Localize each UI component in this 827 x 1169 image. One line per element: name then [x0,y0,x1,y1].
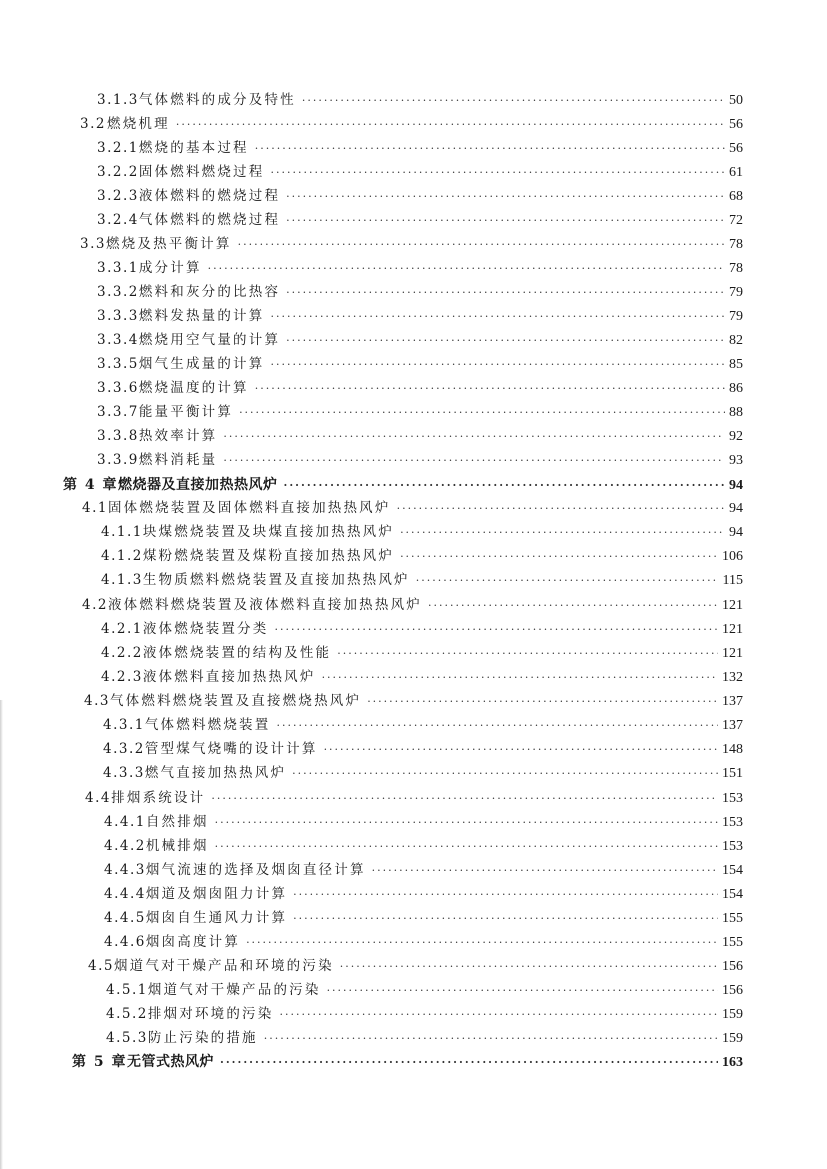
page-number: 137 [722,694,743,709]
section-title: 液体燃料的燃烧过程 [138,188,281,204]
page-number: 132 [722,670,743,685]
section-number: 3.3 [80,236,106,252]
page-number: 78 [729,237,743,252]
toc-entry-3-3-1[interactable] [97,259,743,277]
leader-dots [215,838,718,856]
toc-entry-4-3-1[interactable] [103,716,743,734]
page-number: 56 [729,141,743,156]
toc-entry-3-3-9[interactable] [97,451,743,469]
leader-dots [324,741,718,759]
page-number: 156 [722,959,743,974]
section-title: 烟气生成量的计算 [138,356,265,372]
section-number: 4.1.2 [101,548,143,564]
leader-dots [400,524,725,542]
leader-dots [292,765,718,783]
leader-dots [286,212,725,230]
toc-entry-4-1-2[interactable] [101,547,743,565]
leader-dots [293,886,718,904]
section-number: 4.3.1 [103,717,145,733]
page-number: 88 [729,405,743,420]
leader-dots [286,284,725,302]
page-number: 94 [729,525,743,540]
section-title: 烟道气对干燥产品和环境的污染 [113,958,334,974]
section-title: 热效率计算 [138,428,218,444]
section-number: 4.2.1 [101,621,143,637]
page-number: 86 [729,381,743,396]
section-title: 煤粉燃烧装置及煤粉直接加热热风炉 [142,548,395,564]
section-number: 4.1 [82,500,108,516]
section-number: 3.3.2 [97,284,139,300]
leader-dots [255,140,725,158]
leader-dots [302,92,725,110]
leader-dots [211,790,718,808]
section-title: 机械排烟 [145,838,209,854]
page-number: 153 [722,839,743,854]
leader-dots [176,116,723,134]
page-number: 72 [729,213,743,228]
section-number: 4.3.2 [103,741,145,757]
section-number: 4.2.2 [101,645,143,661]
section-title: 固体燃烧装置及固体燃料直接加热热风炉 [107,500,391,516]
section-title: 烟道气对干燥产品的污染 [147,982,321,998]
section-title: 燃气直接加热热风炉 [144,765,287,781]
leader-dots [400,548,718,566]
toc-entry-3-3-4[interactable] [97,331,743,349]
section-number: 3.2.3 [97,188,139,204]
section-number: 3.2.4 [97,212,139,228]
leader-dots [270,164,725,182]
leader-dots [340,958,718,976]
section-number: 4.5 [88,958,114,974]
section-number: 3.1.3 [97,92,139,108]
section-number: 3.2.1 [97,140,139,156]
section-title: 燃料发热量的计算 [138,308,265,324]
toc-entry-4-4-6[interactable] [104,933,743,951]
section-number: 4.5.2 [106,1006,148,1022]
toc-entry-4-4-2[interactable] [104,837,743,855]
toc-entry-3-2-2[interactable] [97,163,743,181]
toc-entry-3-3-2[interactable] [97,283,743,301]
section-title: 液体燃料直接加热热风炉 [142,669,316,685]
section-number: 3.2.2 [97,164,139,180]
leader-dots [372,862,718,880]
toc-entry-4-3-3[interactable] [103,764,743,782]
leader-dots [239,404,725,422]
leader-dots [286,332,725,350]
page-number: 121 [722,622,743,637]
section-title: 燃料和灰分的比热容 [138,284,281,300]
page-number: 94 [729,478,743,493]
toc-entry-3-2-3[interactable] [97,187,743,205]
section-title: 气体燃料燃烧装置及直接燃烧热风炉 [109,693,362,709]
section-number: 4.1.3 [101,572,143,588]
page-number: 151 [722,766,743,781]
toc-entry-3-3-8[interactable] [97,427,743,445]
page-number: 121 [722,646,743,661]
section-title: 固体燃料燃烧过程 [138,164,265,180]
leader-dots [223,428,724,446]
page-number: 78 [729,261,743,276]
section-number: 4.4.6 [104,934,146,950]
section-number: 3.2 [80,116,106,132]
toc-entry-4-1[interactable] [82,499,743,517]
toc-entry-4-4[interactable] [85,789,743,807]
page-number: 159 [722,1007,743,1022]
section-title: 燃烧温度的计算 [138,380,249,396]
section-number: 3.3.3 [97,308,139,324]
section-title: 气体燃料燃烧装置 [144,717,271,733]
page-number: 56 [729,117,743,132]
section-number: 4.4.4 [104,886,146,902]
leader-dots [215,814,718,832]
section-title: 燃烧及热平衡计算 [105,236,232,252]
leader-dots [367,693,718,711]
leader-dots [416,572,719,590]
section-title: 烟囱自生通风力计算 [145,910,288,926]
leader-dots [255,380,725,398]
page-number: 121 [722,598,743,613]
section-number: 3.3.6 [97,380,139,396]
page-number: 159 [722,1031,743,1046]
page-number: 93 [729,453,743,468]
toc-entry-4-4-3[interactable] [104,861,743,879]
page-number: 68 [729,189,743,204]
section-number: 4.4.1 [104,814,146,830]
section-title: 燃料消耗量 [138,452,218,468]
page-number: 137 [722,718,743,733]
toc-entry-3-2-1[interactable] [97,139,743,157]
section-number: 3.3.4 [97,332,139,348]
leader-dots [270,308,725,326]
section-number: 4.3 [84,693,110,709]
section-title: 气体燃料的成分及特性 [138,92,296,108]
toc-entry-4-2[interactable] [82,596,743,614]
toc-entry-4-3[interactable] [84,692,743,710]
toc-entry-4-5-3[interactable] [106,1029,743,1047]
section-number: 4.4 [85,790,111,806]
page-number: 79 [729,309,743,324]
page-number: 154 [722,863,743,878]
chapter-number: 第 4 章 [63,477,118,493]
toc-chapter-4[interactable] [63,476,743,494]
page-number: 153 [722,815,743,830]
leader-dots [279,1006,718,1024]
toc-entry-4-1-1[interactable] [101,523,743,541]
leader-dots [274,621,718,639]
section-number: 3.3.9 [97,452,139,468]
section-number: 4.2.3 [101,669,143,685]
toc-entry-3-3-6[interactable] [97,379,743,397]
section-number: 4.5.3 [106,1030,148,1046]
page-number: 155 [722,935,743,950]
section-number: 3.3.8 [97,428,139,444]
chapter-title: 燃烧器及直接加热热风炉 [118,477,278,493]
leader-dots [238,236,725,254]
leader-dots [270,356,725,374]
section-title: 燃烧机理 [107,116,170,132]
toc-entry-4-3-2[interactable] [103,740,743,758]
toc-entry-4-4-1[interactable] [104,813,743,831]
toc-entry-4-2-3[interactable] [101,668,743,686]
section-title: 液体燃料燃烧装置及液体燃料直接加热热风炉 [107,597,422,613]
section-number: 4.3.3 [103,765,145,781]
section-number: 3.3.5 [97,356,139,372]
section-title: 液体燃烧装置的结构及性能 [142,645,332,661]
section-number: 4.2 [82,597,108,613]
leader-dots [276,717,718,735]
leader-dots [337,645,718,663]
section-number: 4.4.2 [104,838,146,854]
chapter-number: 第 5 章 [72,1054,127,1070]
page-number: 85 [729,357,743,372]
leader-dots [397,500,725,518]
page-number: 106 [722,549,743,564]
page-number: 92 [729,429,743,444]
toc-entry-4-5-2[interactable] [106,1005,743,1023]
section-title: 自然排烟 [145,814,209,830]
leader-dots [220,1054,718,1072]
page-number: 154 [722,887,743,902]
leader-dots [246,934,718,952]
leader-dots [327,982,718,1000]
section-title: 燃烧用空气量的计算 [138,332,281,348]
page-number: 50 [729,93,743,108]
page-number: 148 [722,742,743,757]
chapter-title: 无管式热风炉 [127,1054,214,1070]
page-number: 79 [729,285,743,300]
toc-entry-4-5[interactable] [88,957,743,975]
section-number: 4.4.3 [104,862,146,878]
toc-entry-3-2[interactable] [80,115,743,133]
section-number: 3.3.7 [97,404,139,420]
page-number: 94 [729,501,743,516]
section-title: 排烟系统设计 [111,790,206,806]
toc-entry-3-3-3[interactable] [97,307,743,325]
leader-dots [223,452,724,470]
section-title: 气体燃料的燃烧过程 [138,212,281,228]
toc-entry-3-1-3[interactable] [97,91,743,109]
toc-entry-4-2-2[interactable] [101,644,743,662]
page-number: 61 [729,165,743,180]
section-title: 液体燃烧装置分类 [142,621,269,637]
toc-chapter-5[interactable] [72,1053,743,1071]
toc-entry-3-3[interactable] [80,235,743,253]
section-title: 能量平衡计算 [138,404,234,420]
toc-entry-4-4-5[interactable] [104,909,743,927]
section-title: 块煤燃烧装置及块煤直接加热热风炉 [142,524,395,540]
leader-dots [293,910,718,928]
toc-entry-4-4-4[interactable] [104,885,743,903]
leader-dots [322,669,718,687]
leader-dots [286,188,725,206]
toc-entry-3-2-4[interactable] [97,211,743,229]
page-number: 82 [729,333,743,348]
page-number: 115 [722,573,743,588]
section-title: 烟囱高度计算 [145,934,241,950]
toc-entry-4-5-1[interactable] [106,981,743,999]
leader-dots [208,260,724,278]
section-title: 防止污染的措施 [147,1030,258,1046]
toc-entry-3-3-7[interactable] [97,403,743,421]
page-number: 153 [722,791,743,806]
page-number: 163 [722,1055,743,1070]
page-number: 155 [722,911,743,926]
section-title: 燃烧的基本过程 [138,140,249,156]
section-title: 管型煤气烧嘴的设计计算 [144,741,318,757]
section-title: 烟气流速的选择及烟囱直径计算 [145,862,366,878]
section-title: 生物质燃料燃烧装置及直接加热热风炉 [142,572,410,588]
leader-dots [284,477,726,495]
leader-dots [264,1030,718,1048]
leader-dots [428,597,718,615]
toc-entry-4-1-3[interactable] [101,571,743,589]
section-number: 4.1.1 [101,524,143,540]
page-number: 156 [722,983,743,998]
section-number: 4.4.5 [104,910,146,926]
section-title: 排烟对环境的污染 [147,1006,274,1022]
section-number: 3.3.1 [97,260,139,276]
toc-entry-3-3-5[interactable] [97,355,743,373]
section-title: 成分计算 [138,260,202,276]
toc-entry-4-2-1[interactable] [101,620,743,638]
section-title: 烟道及烟囱阻力计算 [145,886,288,902]
section-number: 4.5.1 [106,982,148,998]
